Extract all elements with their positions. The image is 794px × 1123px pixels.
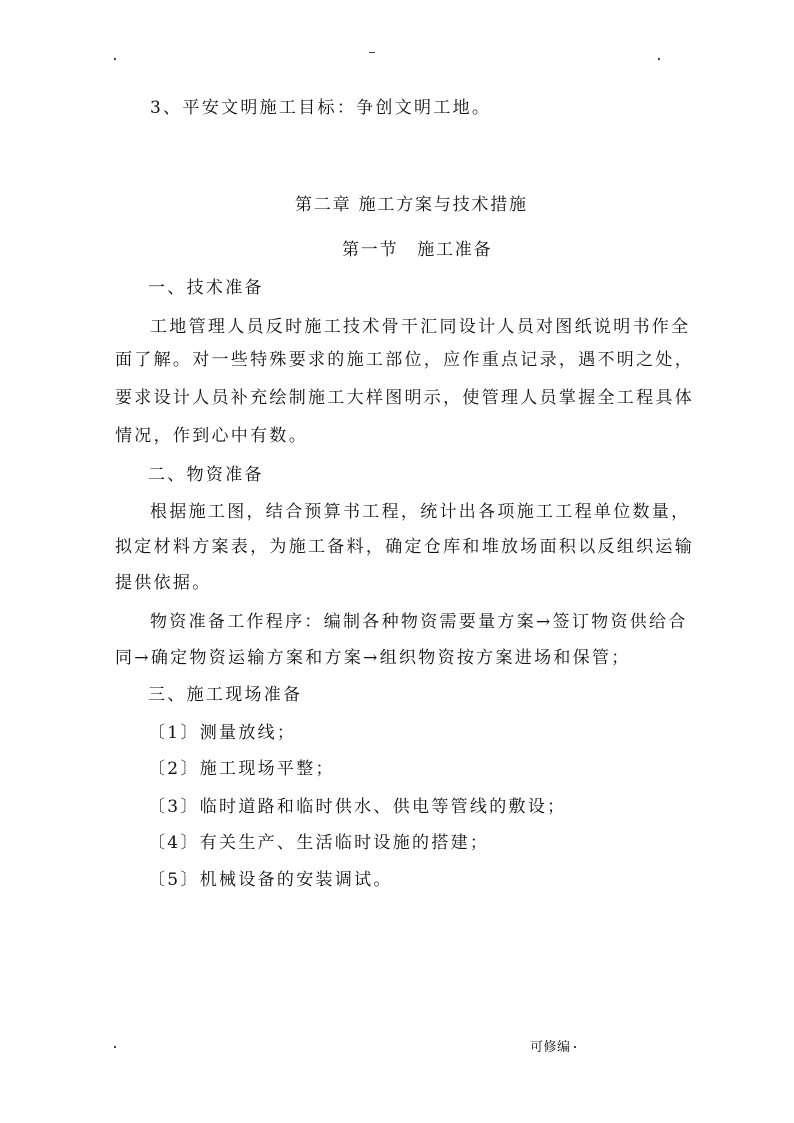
site-prep-item-1: 〔1〕测量放线； <box>148 723 297 743</box>
tech-prep-line-2: 面了解。对一些特殊要求的施工部位，应作重点记录，遇不明之处， <box>115 350 694 370</box>
site-prep-item-5: 〔5〕机械设备的安装调试。 <box>148 870 393 890</box>
material-prep-line-3: 提供依据。 <box>115 573 212 593</box>
tech-prep-line-3: 要求设计人员补充绘制施工大样图明示，使管理人员掌握全工程具体 <box>115 388 694 408</box>
corner-mark-top-left <box>114 58 116 60</box>
site-prep-item-2: 〔2〕施工现场平整； <box>148 759 335 779</box>
page-footer: 可修编 <box>530 1040 571 1055</box>
section-title: 第一节 施工准备 <box>342 240 493 260</box>
material-procedure-line-2: 同→确定物资运输方案和方案→组织物资按方案进场和保管； <box>115 648 631 668</box>
material-prep-heading: 二、物资准备 <box>148 465 264 485</box>
material-prep-line-1: 根据施工图，结合预算书工程，统计出各项施工工程单位数量， <box>150 502 691 522</box>
goal-line: 3、平安文明施工目标：争创文明工地。 <box>150 98 492 118</box>
material-prep-line-2: 拟定材料方案表，为施工备料，确定仓库和堆放场面积以反组织运输 <box>115 537 694 557</box>
tech-prep-line-1: 工地管理人员反时施工技术骨干汇同设计人员对图纸说明书作全 <box>150 317 691 337</box>
tech-prep-line-4: 情况，作到心中有数。 <box>115 426 308 446</box>
chapter-title: 第二章 施工方案与技术措施 <box>295 195 528 215</box>
site-prep-item-4: 〔4〕有关生产、生活临时设施的搭建； <box>148 833 490 853</box>
site-prep-item-3: 〔3〕临时道路和临时供水、供电等管线的敷设； <box>148 797 567 817</box>
tech-prep-heading: 一、技术准备 <box>148 278 264 298</box>
header-dash <box>369 52 375 53</box>
corner-mark-top-right <box>658 58 660 60</box>
corner-mark-bottom-right <box>574 1046 576 1048</box>
site-prep-heading: 三、施工现场准备 <box>148 685 303 705</box>
material-procedure-line-1: 物资准备工作程序：编制各种物资需要量方案→签订物资供给合 <box>150 612 688 632</box>
corner-mark-bottom-left <box>114 1046 116 1048</box>
